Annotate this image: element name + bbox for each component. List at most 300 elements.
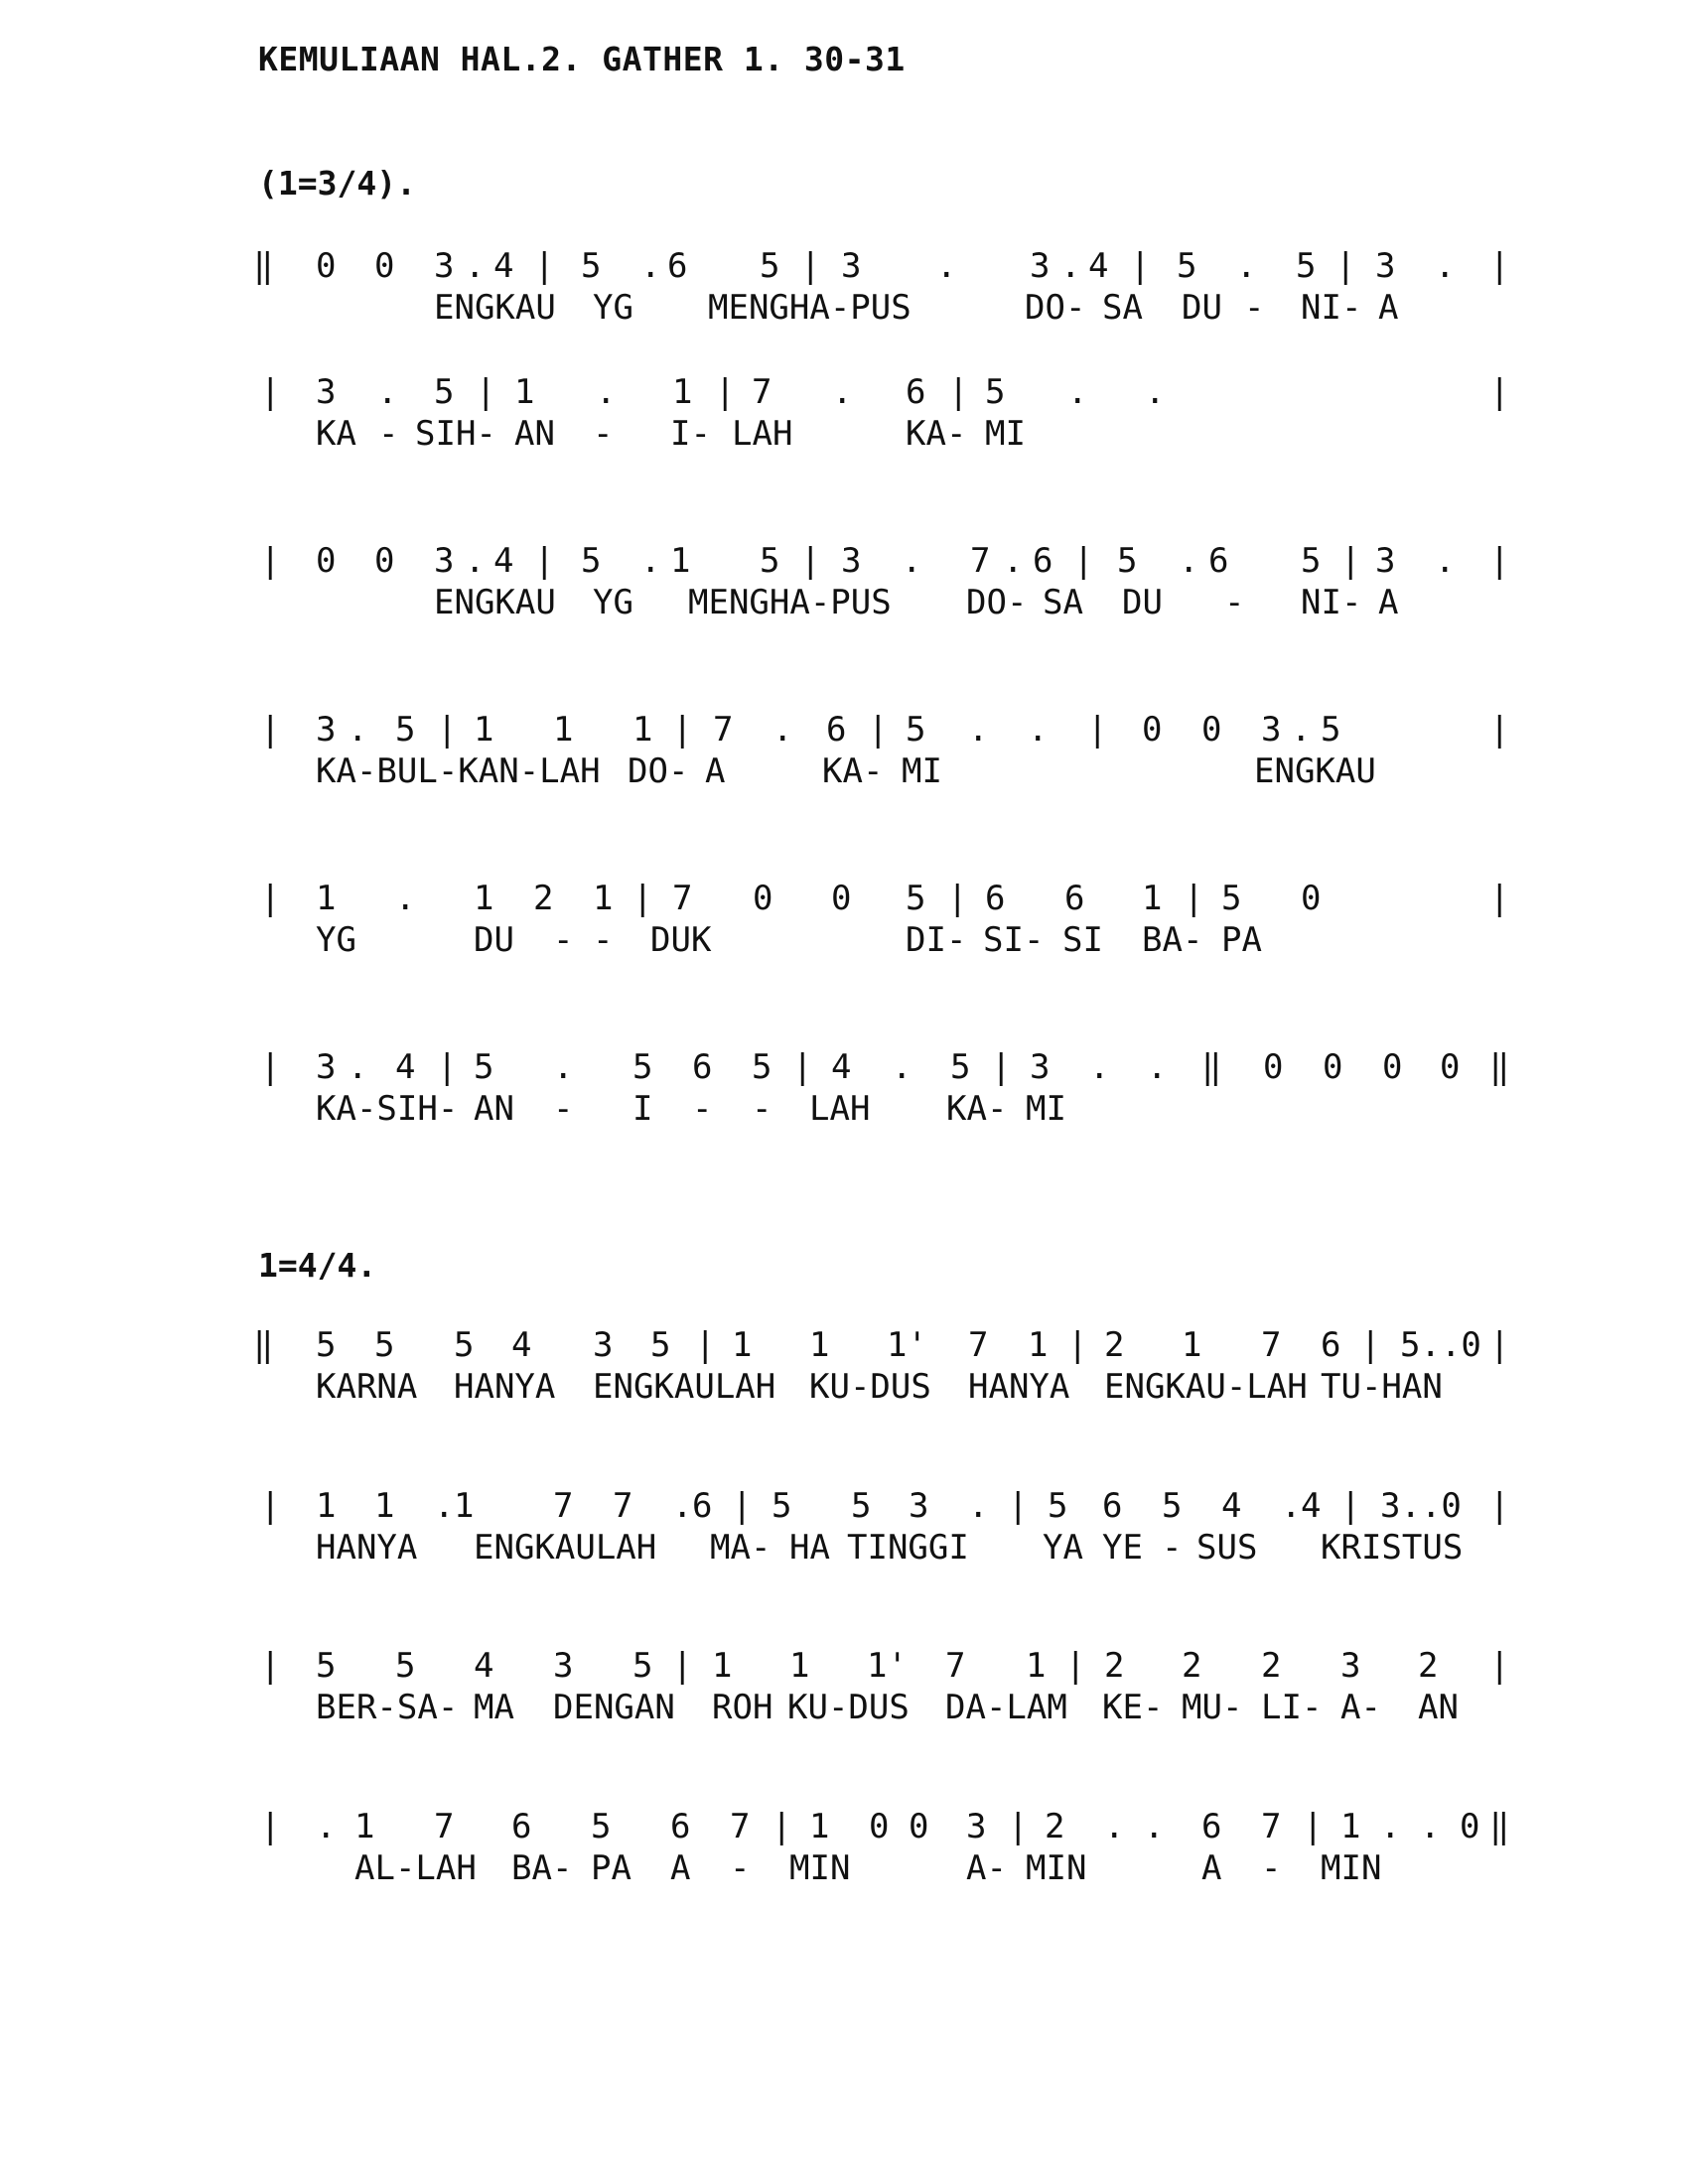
lyric-syllable: AL-LAH — [354, 1848, 477, 1888]
barline: | — [1489, 1486, 1510, 1526]
barline: | — [260, 372, 281, 412]
note: . — [1291, 710, 1312, 750]
note: . — [434, 1486, 455, 1526]
note: 1 — [632, 710, 653, 750]
note: 6 — [985, 879, 1006, 918]
lyrics-row — [0, 751, 1684, 801]
lyric-syllable: KARNA — [316, 1367, 418, 1407]
lyric-syllable: KA- — [906, 414, 967, 454]
note: 5 — [772, 1486, 792, 1526]
lyric-syllable: A- — [966, 1848, 1007, 1888]
note: 4 — [1088, 246, 1109, 286]
note: 1 — [454, 1486, 475, 1526]
note: . — [1144, 1807, 1165, 1846]
note: 6 — [906, 372, 926, 412]
lyrics-row — [0, 414, 1684, 464]
barline: | — [260, 1047, 281, 1087]
note: 1 — [732, 1325, 753, 1365]
note: . — [465, 246, 486, 286]
note: 5 — [985, 372, 1006, 412]
note: . — [395, 879, 416, 918]
barline: | — [437, 1047, 458, 1087]
lyric-syllable: - — [1162, 1528, 1183, 1568]
note: 4 — [474, 1646, 494, 1686]
lyric-syllable: A — [670, 1848, 691, 1888]
note: . — [936, 246, 957, 286]
lyric-syllable: KA-BUL-KAN-LAH — [316, 751, 601, 791]
note: . — [1060, 246, 1081, 286]
lyric-syllable: SI — [1062, 920, 1103, 960]
barline: | — [868, 710, 889, 750]
note: . — [1435, 541, 1456, 581]
lyric-syllable: KA- — [822, 751, 884, 791]
lyric-syllable: ENGKAU — [434, 583, 556, 622]
lyric-syllable: SA — [1043, 583, 1083, 622]
note: . — [968, 710, 989, 750]
note: 6 — [1321, 1325, 1341, 1365]
lyric-syllable: A — [1201, 1848, 1222, 1888]
lyric-syllable: MIN — [1026, 1848, 1087, 1888]
note: 5 — [950, 1047, 971, 1087]
lyric-syllable: - — [692, 1089, 713, 1129]
note: 7 — [713, 710, 734, 750]
lyric-syllable: - — [730, 1848, 751, 1888]
barline: | — [948, 372, 969, 412]
note: 3 — [909, 1486, 929, 1526]
barline: | — [260, 710, 281, 750]
lyric-syllable: KU-DUS — [787, 1688, 910, 1727]
note: . — [348, 1047, 368, 1087]
lyric-syllable: - — [553, 920, 574, 960]
note: 0 — [831, 879, 852, 918]
note: 5 — [1221, 879, 1242, 918]
barline: | — [1360, 1325, 1381, 1365]
barline: | — [695, 1325, 716, 1365]
note: 5 — [1296, 246, 1317, 286]
lyric-syllable: DI- — [906, 920, 967, 960]
note: 5 — [906, 879, 926, 918]
lyric-syllable: DO- — [1025, 288, 1086, 328]
score-line — [0, 1807, 1684, 1926]
note: 7 — [945, 1646, 966, 1686]
note: . — [1236, 246, 1257, 286]
barline: | — [715, 372, 736, 412]
note: . — [465, 541, 486, 581]
lyric-syllable: MA — [474, 1688, 514, 1727]
lyric-syllable: SI- — [983, 920, 1045, 960]
note: 1' — [887, 1325, 927, 1365]
key-signature-4-4: 1=4/4. — [258, 1246, 377, 1285]
lyric-syllable: - — [378, 414, 399, 454]
note: 5 — [650, 1325, 671, 1365]
note: 1 — [712, 1646, 733, 1686]
note: 6 — [1208, 541, 1229, 581]
barline: | — [260, 1486, 281, 1526]
note: 4 — [493, 541, 514, 581]
note: . — [1089, 1047, 1110, 1087]
score-line — [0, 1047, 1684, 1166]
note: 1 — [789, 1646, 810, 1686]
note: 3 — [316, 1047, 337, 1087]
note: . — [377, 372, 398, 412]
lyric-syllable: YG — [593, 583, 633, 622]
lyrics-row — [0, 1528, 1684, 1577]
barline: ‖ — [1489, 1047, 1510, 1087]
lyric-syllable: DO- — [966, 583, 1028, 622]
note: . — [348, 710, 368, 750]
lyric-syllable: SA — [1102, 288, 1143, 328]
note: 3 — [1030, 1047, 1051, 1087]
lyric-syllable: - — [593, 920, 614, 960]
barline: ‖ — [1489, 1807, 1510, 1846]
barline: | — [1065, 1646, 1086, 1686]
lyric-syllable: YG — [593, 288, 633, 328]
lyric-syllable: ENGKAU — [1254, 751, 1376, 791]
lyric-syllable: KU-DUS — [809, 1367, 931, 1407]
note: 3 — [593, 1325, 614, 1365]
note: 5 — [316, 1646, 337, 1686]
note: 3 — [966, 1807, 987, 1846]
note: . — [772, 710, 793, 750]
note: 5 — [760, 541, 780, 581]
note: . — [1281, 1486, 1302, 1526]
note: 7 — [672, 879, 693, 918]
barline: | — [1489, 541, 1510, 581]
lyrics-row — [0, 583, 1684, 632]
lyric-syllable: ENGKAULAH — [474, 1528, 657, 1568]
lyric-syllable: MI — [1026, 1089, 1066, 1129]
note: . — [1147, 1047, 1168, 1087]
note: 5 — [851, 1486, 872, 1526]
note: 0 — [374, 541, 395, 581]
barline: ‖ — [1201, 1047, 1222, 1087]
note: 5 — [1048, 1486, 1068, 1526]
note: 6 — [511, 1807, 532, 1846]
note: 1 — [1026, 1646, 1047, 1686]
note: 5 — [1177, 246, 1197, 286]
lyric-syllable: MIN — [1321, 1848, 1382, 1888]
lyric-syllable: I — [632, 1089, 653, 1129]
lyric-syllable: HA — [789, 1528, 830, 1568]
note: 0 — [1440, 1047, 1461, 1087]
note: 2 — [1104, 1325, 1125, 1365]
note: 1 — [670, 541, 691, 581]
lyric-syllable: HANYA — [968, 1367, 1070, 1407]
lyric-syllable: DU — [1122, 583, 1163, 622]
note: . — [553, 1047, 574, 1087]
barline: | — [1489, 246, 1510, 286]
lyric-syllable: MI — [902, 751, 942, 791]
barline: | — [437, 710, 458, 750]
note: 1 — [593, 879, 614, 918]
note: 1 — [553, 710, 574, 750]
note: 5 — [581, 246, 602, 286]
note: . — [902, 541, 922, 581]
note: 5 — [395, 710, 416, 750]
barline: | — [1067, 1325, 1088, 1365]
note: 1 — [474, 879, 494, 918]
lyric-syllable: NI- — [1301, 583, 1362, 622]
note: 1 — [316, 879, 337, 918]
note: 2 — [1182, 1646, 1202, 1686]
note: 2 — [1045, 1807, 1065, 1846]
lyric-syllable: TINGGI — [847, 1528, 969, 1568]
lyric-syllable: TU-HAN — [1321, 1367, 1443, 1407]
note: 4 — [493, 246, 514, 286]
barline: | — [792, 1047, 813, 1087]
note: 5 — [1301, 541, 1322, 581]
lyric-syllable: DU — [474, 920, 514, 960]
note: . — [1028, 710, 1049, 750]
note: 7 — [970, 541, 991, 581]
lyric-syllable: BA- — [511, 1848, 573, 1888]
note: 6 — [692, 1486, 713, 1526]
score-line — [0, 1486, 1684, 1605]
barline: | — [732, 1486, 753, 1526]
note: 2 — [1261, 1646, 1282, 1686]
score-line — [0, 1325, 1684, 1444]
lyric-syllable: - — [1224, 583, 1245, 622]
lyric-syllable: HANYA — [454, 1367, 556, 1407]
note: 6 — [1033, 541, 1053, 581]
note: 6 — [670, 1807, 691, 1846]
note: 1 — [1028, 1325, 1049, 1365]
barline: | — [1489, 879, 1510, 918]
lyric-syllable: YG — [316, 920, 356, 960]
lyric-syllable: SIH- — [415, 414, 496, 454]
score-line — [0, 1646, 1684, 1765]
lyric-syllable: A — [1378, 288, 1399, 328]
note: 6 — [1102, 1486, 1123, 1526]
note: 5 — [395, 1646, 416, 1686]
note: 5 — [760, 246, 780, 286]
page-title: KEMULIAAN HAL.2. GATHER 1. 30-31 — [258, 40, 906, 78]
note: 3 — [1261, 710, 1282, 750]
lyric-syllable: BER-SA- — [316, 1688, 459, 1727]
note: . — [596, 372, 617, 412]
lyrics-row — [0, 1688, 1684, 1737]
note: . — [1435, 246, 1456, 286]
lyric-syllable: PA — [1221, 920, 1262, 960]
note: 0 — [1460, 1807, 1480, 1846]
note: 7 — [752, 372, 772, 412]
lyric-syllable: AN — [514, 414, 555, 454]
note: 6 — [692, 1047, 713, 1087]
barline: ‖ — [253, 246, 274, 286]
score-line — [0, 372, 1684, 491]
note: 0 — [1323, 1047, 1343, 1087]
note: 5 — [632, 1646, 653, 1686]
barline: | — [1184, 879, 1204, 918]
lyric-syllable: YE — [1102, 1528, 1143, 1568]
barline: | — [991, 1047, 1012, 1087]
note: 6 — [1064, 879, 1085, 918]
barline: | — [476, 372, 496, 412]
note: 4 — [831, 1047, 852, 1087]
lyric-syllable: MA- — [710, 1528, 772, 1568]
lyric-syllable: LI- — [1261, 1688, 1323, 1727]
note: 3..0 — [1380, 1486, 1462, 1526]
lyrics-row — [0, 1367, 1684, 1417]
barline: | — [1489, 1646, 1510, 1686]
lyric-syllable: SUS — [1196, 1528, 1258, 1568]
note: 0 — [1263, 1047, 1284, 1087]
lyric-syllable: I- — [670, 414, 711, 454]
note: 0 — [753, 879, 773, 918]
barline: | — [534, 246, 555, 286]
lyric-syllable: KA — [316, 414, 356, 454]
note: . — [1420, 1807, 1441, 1846]
lyric-syllable: A — [1378, 583, 1399, 622]
note: . — [640, 541, 661, 581]
lyric-syllable: A- — [1340, 1688, 1381, 1727]
note: 4 — [1221, 1486, 1242, 1526]
note: 3 — [841, 541, 862, 581]
score-line — [0, 710, 1684, 829]
barline: | — [534, 541, 555, 581]
note: 0 — [1142, 710, 1163, 750]
note: 1 — [316, 1486, 337, 1526]
note: 3 — [434, 541, 455, 581]
note: 5 — [591, 1807, 612, 1846]
note: 2 — [1418, 1646, 1439, 1686]
note: 0 — [374, 246, 395, 286]
score-line — [0, 879, 1684, 998]
note: 5 — [632, 1047, 653, 1087]
note: 0 — [869, 1807, 890, 1846]
note: 4 — [1301, 1486, 1322, 1526]
note: 1 — [1340, 1807, 1361, 1846]
lyric-syllable: - — [553, 1089, 574, 1129]
lyric-syllable: DENGAN — [553, 1688, 675, 1727]
lyric-syllable: - — [1261, 1848, 1282, 1888]
note: 7 — [968, 1325, 989, 1365]
barline: | — [260, 1646, 281, 1686]
note: 0 — [909, 1807, 929, 1846]
barline: | — [1008, 1807, 1029, 1846]
lyric-syllable: AN — [474, 1089, 514, 1129]
lyrics-row — [0, 920, 1684, 970]
lyric-syllable: YA — [1043, 1528, 1083, 1568]
barline: | — [1008, 1486, 1029, 1526]
note: 1 — [1142, 879, 1163, 918]
note: 2 — [533, 879, 554, 918]
lyric-syllable: LAH — [732, 414, 793, 454]
barline: | — [672, 710, 693, 750]
note: 7 — [434, 1807, 455, 1846]
note: . — [1003, 541, 1024, 581]
note: 7 — [1261, 1807, 1282, 1846]
barline: | — [947, 879, 968, 918]
lyric-syllable: HANYA — [316, 1528, 418, 1568]
lyric-syllable: DUK — [650, 920, 712, 960]
lyric-syllable: ENGKAU — [434, 288, 556, 328]
note: . — [1145, 372, 1166, 412]
note: 5 — [1117, 541, 1138, 581]
barline: | — [800, 246, 821, 286]
note: 5 — [374, 1325, 395, 1365]
note: 6 — [667, 246, 688, 286]
lyric-syllable: ENGKAULAH — [593, 1367, 776, 1407]
note: 1 — [514, 372, 535, 412]
lyrics-row — [0, 288, 1684, 338]
note: . — [1179, 541, 1199, 581]
lyric-syllable: - — [593, 414, 614, 454]
note: 5 — [752, 1047, 772, 1087]
note: 3 — [553, 1646, 574, 1686]
note: 1 — [1182, 1325, 1202, 1365]
score-line — [0, 541, 1684, 660]
note: 0 — [316, 246, 337, 286]
lyric-syllable: - — [752, 1089, 772, 1129]
note: . — [892, 1047, 912, 1087]
note: 3 — [1030, 246, 1051, 286]
note: . — [832, 372, 853, 412]
note: . — [316, 1807, 337, 1846]
note: 0 — [1382, 1047, 1403, 1087]
note: 1 — [354, 1807, 375, 1846]
lyric-syllable: AN — [1418, 1688, 1459, 1727]
barline: | — [260, 879, 281, 918]
lyric-syllable: MENGHA-PUS — [708, 288, 912, 328]
barline: | — [1303, 1807, 1324, 1846]
lyric-syllable: ENGKAU-LAH — [1104, 1367, 1308, 1407]
note: 7 — [1261, 1325, 1282, 1365]
lyric-syllable: LAH — [809, 1089, 871, 1129]
barline: | — [1340, 1486, 1361, 1526]
note: . — [1380, 1807, 1401, 1846]
note: . — [1067, 372, 1088, 412]
barline: | — [1340, 541, 1361, 581]
lyric-syllable: MU- — [1182, 1688, 1243, 1727]
note: 5..0 — [1400, 1325, 1481, 1365]
barline: | — [632, 879, 653, 918]
barline: | — [260, 1807, 281, 1846]
note: 0 — [316, 541, 337, 581]
note: 7 — [613, 1486, 633, 1526]
note: 1 — [374, 1486, 395, 1526]
lyric-syllable: DU — [1182, 288, 1222, 328]
lyric-syllable: MI — [985, 414, 1026, 454]
lyric-syllable: A — [705, 751, 726, 791]
note: 3 — [1375, 541, 1396, 581]
note: 0 — [1201, 710, 1222, 750]
barline: | — [260, 541, 281, 581]
note: 5 — [906, 710, 926, 750]
lyrics-row — [0, 1089, 1684, 1139]
lyric-syllable: MIN — [789, 1848, 851, 1888]
barline: | — [1073, 541, 1094, 581]
lyric-syllable: BA- — [1142, 920, 1203, 960]
note: 5 — [454, 1325, 475, 1365]
barline: | — [1130, 246, 1151, 286]
lyric-syllable: MENGHA-PUS — [688, 583, 892, 622]
barline: | — [1489, 1325, 1510, 1365]
note: 4 — [395, 1047, 416, 1087]
lyric-syllable: DO- — [628, 751, 689, 791]
lyric-syllable: ROH — [712, 1688, 773, 1727]
lyric-syllable: NI- — [1301, 288, 1362, 328]
note: 1 — [809, 1807, 830, 1846]
barline: | — [1087, 710, 1108, 750]
note: 0 — [1301, 879, 1322, 918]
note: 7 — [553, 1486, 574, 1526]
barline: | — [1489, 710, 1510, 750]
note: 1 — [672, 372, 693, 412]
lyric-syllable: KRISTUS — [1321, 1528, 1464, 1568]
note: . — [1104, 1807, 1125, 1846]
note: 3 — [434, 246, 455, 286]
